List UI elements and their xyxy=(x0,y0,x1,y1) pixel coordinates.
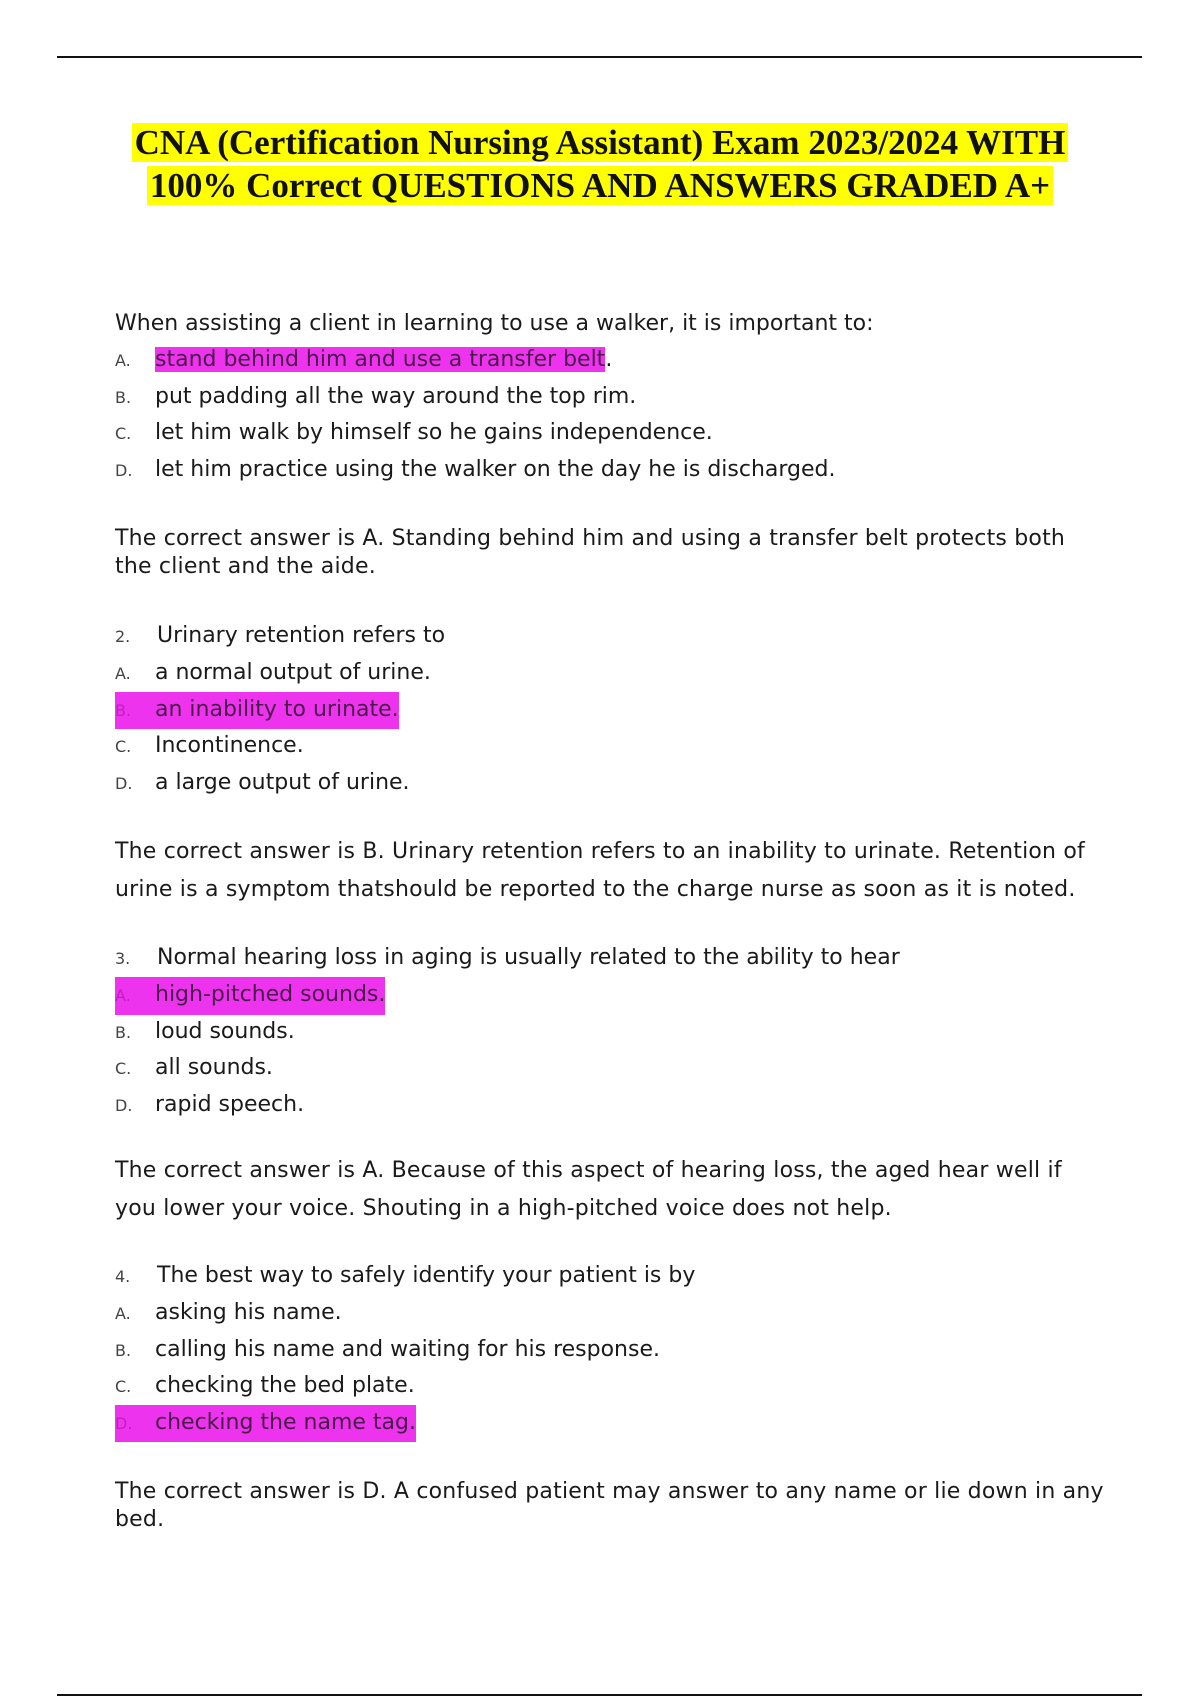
question-number: 2. xyxy=(115,627,131,646)
option-text: put padding all the way around the top rim. xyxy=(155,383,637,409)
option-text: let him practice using the walker on the day he is discharged. xyxy=(155,456,836,482)
option-text: Incontinence. xyxy=(155,733,304,758)
answer-option-b xyxy=(115,1014,1105,1051)
option-suffix: . xyxy=(605,347,613,372)
question-stem: When assisting a client in learning to use a walker, it is important to: xyxy=(115,311,874,336)
answer-option-b xyxy=(115,1332,1105,1369)
option-text: all sounds. xyxy=(155,1055,273,1080)
answer-option-a xyxy=(115,1295,1105,1332)
option-text: rapid speech. xyxy=(155,1091,305,1117)
option-letter: C. xyxy=(115,424,132,443)
highlighted-answer xyxy=(115,1405,416,1443)
option-letter: D. xyxy=(115,460,133,480)
question-2 xyxy=(115,618,1105,801)
answer-option-d xyxy=(115,765,1105,802)
question-1 xyxy=(115,306,1105,488)
answer-option-d xyxy=(115,1405,1105,1442)
option-text: let him walk by himself so he gains independence. xyxy=(155,420,713,445)
option-letter: C. xyxy=(115,737,132,756)
option-letter: B. xyxy=(115,387,132,407)
answer-explanation-4: The correct answer is D. A confused patient may answer to any name or lie down in any bed. xyxy=(115,1479,1104,1532)
answer-option-c xyxy=(115,1050,1105,1087)
highlighted-answer xyxy=(115,692,399,730)
option-letter: D. xyxy=(115,773,133,793)
answer-option-c xyxy=(115,728,1105,765)
option-letter: A. xyxy=(115,986,131,1005)
question-number: 4. xyxy=(115,1267,131,1286)
title-line-2: 100% Correct QUESTIONS AND ANSWERS GRADED A+ xyxy=(147,166,1053,205)
answer-explanation-2: The correct answer is B. Urinary retention refers to an inability to urinate. Retention of urine is a symptom thatshould be reported to the charge nurse as soon as it is noted. xyxy=(115,839,1085,902)
option-letter: C. xyxy=(115,1059,132,1078)
option-letter: A. xyxy=(115,664,131,683)
option-letter: B. xyxy=(115,700,132,720)
option-text-highlighted: stand behind him and use a transfer belt xyxy=(155,347,606,372)
question-stem xyxy=(115,940,1105,977)
answer-option-b xyxy=(115,692,1105,729)
question-4 xyxy=(115,1258,1105,1441)
option-text: checking the bed plate. xyxy=(155,1373,415,1398)
answer-explanation-1: The correct answer is A. Standing behind him and using a transfer belt protects both the client and the aide. xyxy=(115,526,1066,579)
option-letter: B. xyxy=(115,1022,132,1042)
question-stem xyxy=(115,1258,1105,1295)
option-text-highlighted: high-pitched sounds. xyxy=(155,982,386,1007)
option-letter: A. xyxy=(115,1304,131,1323)
option-text: asking his name. xyxy=(155,1300,342,1325)
option-letter: B. xyxy=(115,1340,132,1360)
answer-option-c xyxy=(115,1368,1105,1405)
question-number: 3. xyxy=(115,949,131,968)
answer-explanation-3: The correct answer is A. Because of this aspect of hearing loss, the aged hear well if you lower your voice. Shouting in a high-pitched voice does not help. xyxy=(115,1158,1062,1221)
question-text: Normal hearing loss in aging is usually related to the ability to hear xyxy=(157,945,900,970)
answer-option-d xyxy=(115,452,1105,489)
question-text: Urinary retention refers to xyxy=(157,623,446,648)
answer-option-a xyxy=(115,342,1105,379)
document-title xyxy=(0,121,1200,207)
option-text: calling his name and waiting for his response. xyxy=(155,1336,660,1362)
answer-option-b xyxy=(115,379,1105,416)
option-letter: D. xyxy=(115,1095,133,1115)
answer-option-a xyxy=(115,655,1105,692)
answer-option-a xyxy=(115,977,1105,1014)
option-text-highlighted: an inability to urinate. xyxy=(155,696,399,722)
option-letter: C. xyxy=(115,1377,132,1396)
bottom-rule xyxy=(57,1694,1142,1696)
option-text: loud sounds. xyxy=(155,1018,295,1044)
answer-option-d xyxy=(115,1087,1105,1124)
highlighted-answer xyxy=(115,977,385,1015)
title-line-1: CNA (Certification Nursing Assistant) Exam 2023/2024 WITH xyxy=(132,123,1069,162)
option-text: a normal output of urine. xyxy=(155,660,431,685)
top-rule xyxy=(57,56,1142,58)
question-text: The best way to safely identify your patient is by xyxy=(157,1263,696,1288)
answer-option-c xyxy=(115,415,1105,452)
option-letter: D. xyxy=(115,1413,133,1433)
question-stem xyxy=(115,618,1105,655)
question-3 xyxy=(115,940,1105,1123)
option-text: a large output of urine. xyxy=(155,769,410,795)
option-letter: A. xyxy=(115,351,131,370)
option-text-highlighted: checking the name tag. xyxy=(155,1409,416,1435)
